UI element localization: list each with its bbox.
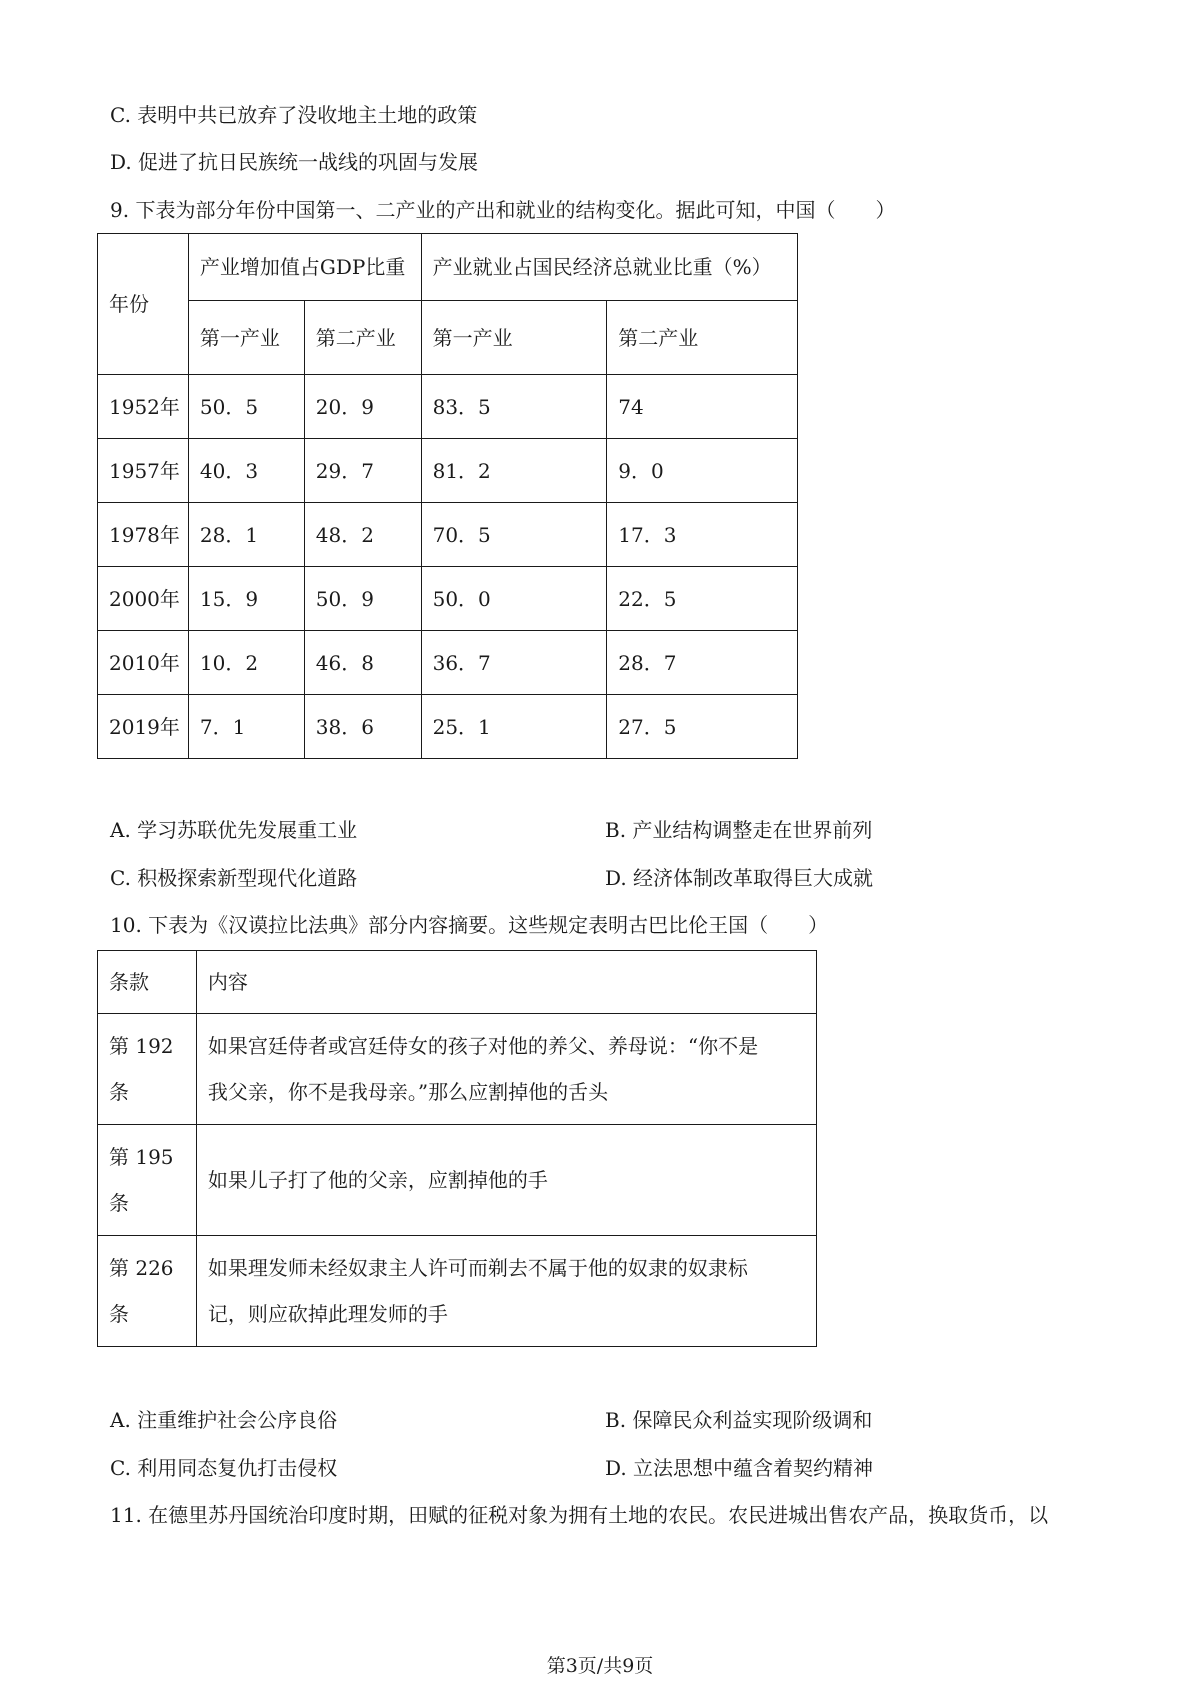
value-cell: 50．9 bbox=[304, 567, 421, 631]
content-line: 如果宫廷侍者或宫廷侍女的孩子对他的养父、养母说：“你不是 bbox=[207, 1034, 759, 1058]
table-row bbox=[98, 1125, 817, 1236]
value-cell: 20．9 bbox=[304, 375, 421, 439]
q9-option-b: B. 产业结构调整走在世界前列 bbox=[605, 818, 873, 842]
q10-option-b: B. 保障民众利益实现阶级调和 bbox=[605, 1408, 873, 1432]
value-cell: 25．1 bbox=[421, 695, 607, 759]
value-cell: 28．7 bbox=[607, 631, 798, 695]
clause-suffix: 条 bbox=[109, 1191, 129, 1215]
sub-header-secondary: 第二产业 bbox=[304, 301, 421, 375]
year-cell: 2010年 bbox=[98, 631, 189, 695]
year-cell: 2019年 bbox=[98, 695, 189, 759]
table-row bbox=[98, 439, 798, 503]
header-gdp-share: 产业增加值占GDP比重 bbox=[188, 234, 421, 301]
clause-number: 第 226 bbox=[109, 1256, 174, 1280]
content-line: 如果理发师未经奴隶主人许可而剃去不属于他的奴隶的奴隶标 bbox=[207, 1256, 748, 1280]
content-cell bbox=[196, 1125, 816, 1236]
q10-law-table bbox=[97, 950, 817, 1347]
clause-suffix: 条 bbox=[109, 1302, 129, 1326]
content-line: 如果儿子打了他的父亲，应割掉他的手 bbox=[207, 1168, 548, 1192]
q8-option-c: C. 表明中共已放弃了没收地主土地的政策 bbox=[110, 103, 478, 127]
year-cell: 1957年 bbox=[98, 439, 189, 503]
content-cell bbox=[196, 1236, 816, 1347]
q10-option-d: D. 立法思想中蕴含着契约精神 bbox=[605, 1456, 874, 1480]
sub-header-primary: 第一产业 bbox=[421, 301, 607, 375]
value-cell: 7．1 bbox=[188, 695, 304, 759]
value-cell: 81．2 bbox=[421, 439, 607, 503]
value-cell: 27．5 bbox=[607, 695, 798, 759]
table-header-row bbox=[98, 951, 817, 1014]
clause-number: 第 192 bbox=[109, 1034, 174, 1058]
table-row bbox=[98, 567, 798, 631]
value-cell: 22．5 bbox=[607, 567, 798, 631]
table-row bbox=[98, 1236, 817, 1347]
content-line: 我父亲，你不是我母亲。”那么应割掉他的舌头 bbox=[207, 1080, 609, 1104]
sub-header-primary: 第一产业 bbox=[188, 301, 304, 375]
value-cell: 70．5 bbox=[421, 503, 607, 567]
clause-number: 第 195 bbox=[109, 1145, 174, 1169]
value-cell: 46．8 bbox=[304, 631, 421, 695]
table-row bbox=[98, 375, 798, 439]
table-row bbox=[98, 631, 798, 695]
table-row bbox=[98, 695, 798, 759]
content-cell bbox=[196, 1014, 816, 1125]
table-row bbox=[98, 1014, 817, 1125]
year-cell: 2000年 bbox=[98, 567, 189, 631]
header-content: 内容 bbox=[196, 951, 816, 1014]
value-cell: 74 bbox=[607, 375, 798, 439]
q11-stem: 11. 在德里苏丹国统治印度时期，田赋的征税对象为拥有土地的农民。农民进城出售农产品，换取货币，以 bbox=[110, 1503, 1049, 1527]
clause-cell bbox=[98, 1014, 197, 1125]
header-year: 年份 bbox=[98, 234, 189, 375]
q9-stem: 9. 下表为部分年份中国第一、二产业的产出和就业的结构变化。据此可知，中国（ ） bbox=[110, 198, 896, 222]
q10-option-a: A. 注重维护社会公序良俗 bbox=[110, 1408, 338, 1432]
value-cell: 10．2 bbox=[188, 631, 304, 695]
clause-suffix: 条 bbox=[109, 1080, 129, 1104]
q9-industry-table bbox=[97, 233, 798, 759]
value-cell: 15．9 bbox=[188, 567, 304, 631]
q10-option-c: C. 利用同态复仇打击侵权 bbox=[110, 1456, 338, 1480]
q9-option-c: C. 积极探索新型现代化道路 bbox=[110, 866, 358, 890]
page-number: 第3页/共9页 bbox=[546, 1655, 654, 1677]
value-cell: 29．7 bbox=[304, 439, 421, 503]
year-cell: 1952年 bbox=[98, 375, 189, 439]
value-cell: 83．5 bbox=[421, 375, 607, 439]
table-row bbox=[98, 503, 798, 567]
content-line: 记，则应砍掉此理发师的手 bbox=[207, 1302, 448, 1326]
clause-cell bbox=[98, 1125, 197, 1236]
q10-stem: 10. 下表为《汉谟拉比法典》部分内容摘要。这些规定表明古巴比伦王国（ ） bbox=[110, 913, 829, 937]
value-cell: 36．7 bbox=[421, 631, 607, 695]
value-cell: 50．5 bbox=[188, 375, 304, 439]
value-cell: 48．2 bbox=[304, 503, 421, 567]
value-cell: 17．3 bbox=[607, 503, 798, 567]
value-cell: 28．1 bbox=[188, 503, 304, 567]
value-cell: 50．0 bbox=[421, 567, 607, 631]
value-cell: 38．6 bbox=[304, 695, 421, 759]
year-cell: 1978年 bbox=[98, 503, 189, 567]
q9-option-a: A. 学习苏联优先发展重工业 bbox=[110, 818, 358, 842]
sub-header-secondary: 第二产业 bbox=[607, 301, 798, 375]
value-cell: 40．3 bbox=[188, 439, 304, 503]
q9-option-d: D. 经济体制改革取得巨大成就 bbox=[605, 866, 874, 890]
header-clause: 条款 bbox=[98, 951, 197, 1014]
value-cell: 9．0 bbox=[607, 439, 798, 503]
q8-option-d: D. 促进了抗日民族统一战线的巩固与发展 bbox=[110, 150, 479, 174]
header-employment-share: 产业就业占国民经济总就业比重（%） bbox=[421, 234, 797, 301]
clause-cell bbox=[98, 1236, 197, 1347]
